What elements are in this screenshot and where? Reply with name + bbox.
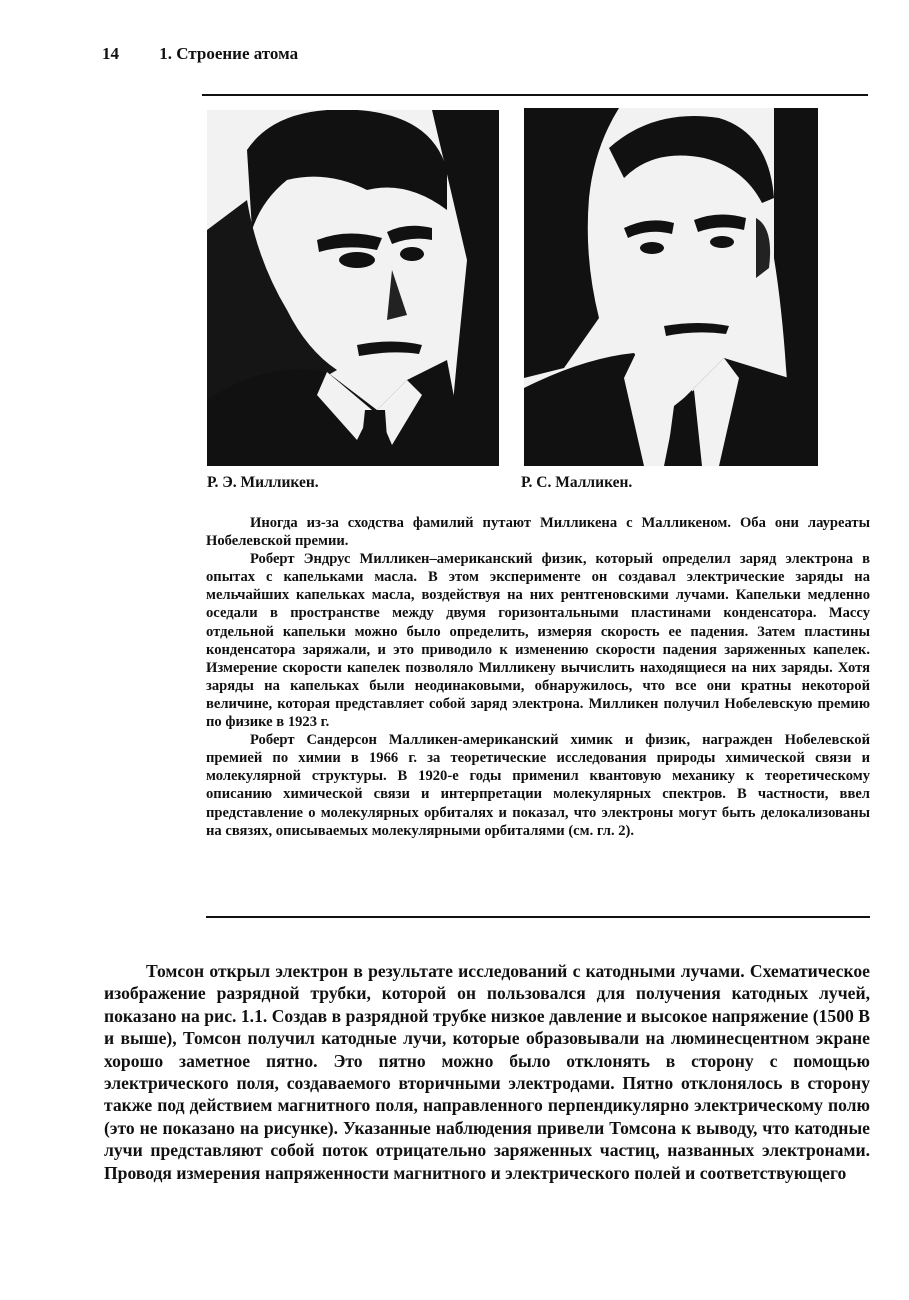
page-header — [102, 44, 298, 64]
figure-caption-mulliken: Р. С. Малликен. — [521, 474, 633, 491]
page-number: 14 — [102, 44, 119, 63]
box-paragraph: Иногда из-за сходства фамилий путают Милликена с Малликеном. Оба они лауреаты Нобелевской премии. — [206, 515, 870, 550]
figure-caption-millikan: Р. Э. Милликен. — [207, 474, 319, 491]
mulliken-portrait — [524, 108, 818, 466]
box-paragraph: Роберт Сандерсон Малликен-американский химик и физик, награжден Нобелевской премией по химии в 1966 г. за теоретические исследования природы химической связи и молекулярной структуры. В 1920-е годы применил квантовую механику к теоретическому описанию химической связи и интерпретации молекулярных спектров. В частности, ввел представление о молекулярных орбиталях и показал, что электроны могут быть делокализованы на связях, описываемых молекулярными орбиталями (см. гл. 2). — [206, 732, 870, 839]
chapter-title: 1. Строение атома — [159, 44, 299, 63]
main-text — [104, 960, 870, 1184]
box-bottom-rule — [206, 916, 870, 918]
box-top-rule — [202, 94, 868, 96]
millikan-portrait — [207, 110, 499, 466]
main-paragraph: Томсон открыл электрон в результате исследований с катодными лучами. Схематическое изображение разрядной трубки, которой он пользовался для получения катодных лучей, показано на рис. 1.1. Создав в разрядной трубке низкое давление и высокое напряжение (1500 В и выше), Томсон получил катодные лучи, которые образовывали на люминесцентном экране хорошо заметное пятно. Это пятно можно было отклонять в сторону с помощью электрического поля, создаваемого вторичными электродами. Пятно отклонялось в сторону также под действием магнитного поля, направленного перпендикулярно электрическому полю (это не показано на рисунке). Указанные наблюдения привели Томсона к выводу, что катодные лучи представляют собой поток отрицательно заряженных частиц, названных электронами. Проводя измерения напряженности магнитного и электрического полей и соответствующего — [104, 961, 870, 1183]
sidebar-box-text — [206, 514, 870, 840]
box-paragraph: Роберт Эндрус Милликен–американский физик, который определил заряд электрона в опытах с капельками масла. В этом эксперименте он создавал электрические заряды на мельчайших капельках масла, воздействуя на них рентгеновскими лучами. Капельки медленно оседали в пространстве между двумя горизонтальными пластинами конденсатора. Массу отдельной капельки можно было определить, измеряя скорость ее падения. Затем пластины конденсатора заряжали, и это приводило к изменению скорости падения заряженных капелек. Измерение скорости капелек позволяло Милликену вычислить находящиеся на них заряды. Хотя заряды на капельках были неодинаковыми, обнаружилось, что все они кратны некоторой величине, которая представляет собой заряд электрона. Милликен получил Нобелевскую премию по физике в 1923 г. — [206, 551, 870, 731]
